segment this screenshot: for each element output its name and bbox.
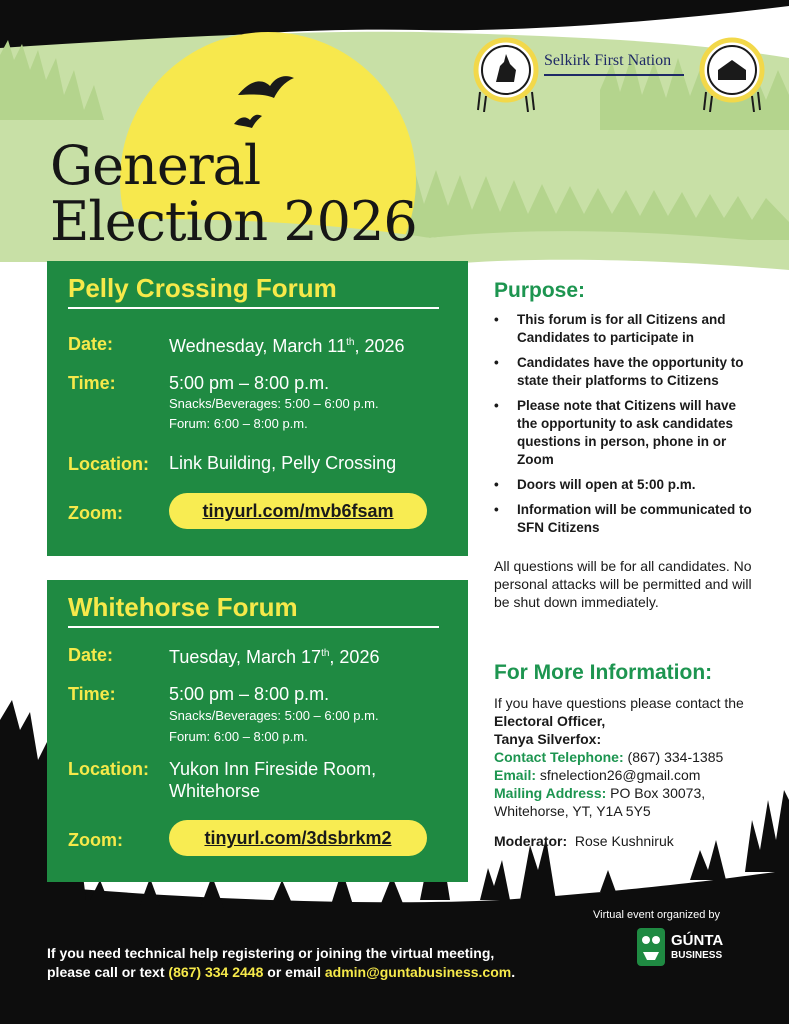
location-label: Location:: [68, 454, 149, 474]
purpose-item: • Candidates have the opportunity to state their platforms to Citizens: [494, 354, 754, 390]
contact-intro: If you have questions please contact the Electoral Officer,: [494, 695, 744, 729]
purpose-item: • Doors will open at 5:00 p.m.: [494, 476, 754, 494]
mail-label: Mailing Address:: [494, 785, 607, 801]
page-title: [50, 134, 417, 253]
date-ordinal: th: [321, 648, 330, 659]
contact-phone-row: [494, 748, 764, 766]
time-label: Time:: [68, 373, 116, 393]
gunta-logo-icon: [635, 926, 667, 968]
forum-time: 5:00 pm – 8:00 p.m.: [169, 373, 330, 393]
forum-card-whitehorse: [47, 580, 468, 882]
purpose-item: • Information will be communicated to SFN Citizens: [494, 501, 754, 537]
date-year: , 2026: [354, 336, 405, 356]
organization-name: Selkirk First Nation: [544, 52, 672, 69]
email-address[interactable]: sfnelection26@gmail.com: [539, 767, 701, 783]
forum-title: Whitehorse Forum: [68, 592, 298, 622]
forum-session-time: Forum: 6:00 – 8:00 p.m.: [169, 416, 308, 431]
title-line-2: Election 2026: [50, 190, 417, 253]
moderator-label: Moderator:: [494, 833, 568, 849]
card-divider: [68, 626, 439, 628]
zoom-link[interactable]: tinyurl.com/mvb6fsam: [169, 493, 427, 529]
contact-info: [494, 694, 764, 820]
contact-email-row: [494, 766, 764, 784]
date-year: , 2026: [329, 647, 380, 667]
footer-help-text: [47, 944, 515, 982]
date-text: Wednesday, March 11: [169, 336, 347, 356]
snacks-time: Snacks/Beverages: 5:00 – 6:00 p.m.: [169, 708, 379, 723]
footer-line-2: please call or text (867) 334 2448 or email admin@guntabusiness.com.: [47, 964, 516, 980]
forum-session-time: Forum: 6:00 – 8:00 p.m.: [169, 729, 308, 744]
forum-title: Pelly Crossing Forum: [68, 273, 337, 303]
mail-line-2: Whitehorse, YT, Y1A 5Y5: [494, 803, 651, 819]
forum-date: [169, 332, 404, 357]
selkirk-logo: [470, 32, 765, 112]
forum-time: 5:00 pm – 8:00 p.m.: [169, 684, 330, 704]
date-ordinal: th: [346, 337, 355, 348]
forum-card-pelly-crossing: [47, 261, 468, 556]
phone-number[interactable]: (867) 334-1385: [627, 749, 724, 765]
date-label: Date:: [68, 334, 114, 354]
snacks-time: Snacks/Beverages: 5:00 – 6:00 p.m.: [169, 396, 379, 411]
officer-name: Tanya Silverfox:: [494, 731, 602, 747]
more-info-heading: For More Information:: [494, 661, 713, 684]
gunta-logo: [635, 926, 745, 971]
forum-location: Link Building, Pelly Crossing: [169, 453, 397, 473]
forum-date: [169, 643, 379, 668]
help-phone[interactable]: (867) 334 2448: [168, 964, 264, 980]
date-label: Date:: [68, 645, 114, 665]
zoom-label: Zoom:: [68, 830, 123, 850]
gunta-name: GÚNTA: [671, 932, 724, 949]
help-email[interactable]: admin@guntabusiness.com: [324, 964, 512, 980]
moderator-row: [494, 833, 674, 849]
time-label: Time:: [68, 684, 116, 704]
purpose-heading: Purpose:: [494, 279, 586, 302]
purpose-note: All questions will be for all candidates. No personal attacks will be permitted and will be shut down immediately.: [494, 558, 752, 610]
title-line-1: General: [50, 134, 261, 197]
logo-divider: [544, 74, 684, 76]
location-label: Location:: [68, 759, 149, 779]
officer-title: Electoral Officer,: [494, 713, 606, 729]
forum-location: Yukon Inn Fireside Room, Whitehorse: [169, 759, 377, 801]
gunta-sub: BUSINESS: [671, 950, 723, 961]
purpose-item: • This forum is for all Citizens and Candidates to participate in: [494, 311, 754, 347]
card-divider: [68, 307, 439, 309]
date-text: Tuesday, March 17: [169, 647, 322, 667]
mail-line-1: PO Box 30073,: [610, 785, 706, 801]
zoom-label: Zoom:: [68, 503, 123, 523]
purpose-item: • Please note that Citizens will have the opportunity to ask candidates questions in person, phone in or Zoom: [494, 397, 754, 469]
purpose-list: [494, 311, 754, 544]
mailing-address-row: [494, 784, 764, 802]
email-label: Email:: [494, 767, 537, 783]
phone-label: Contact Telephone:: [494, 749, 624, 765]
zoom-link[interactable]: tinyurl.com/3dsbrkm2: [169, 820, 427, 856]
footer-line-1: If you need technical help registering or joining the virtual meeting,: [47, 945, 495, 961]
moderator-name: Rose Kushniruk: [574, 833, 674, 849]
organizer-caption: Virtual event organized by: [593, 909, 720, 921]
